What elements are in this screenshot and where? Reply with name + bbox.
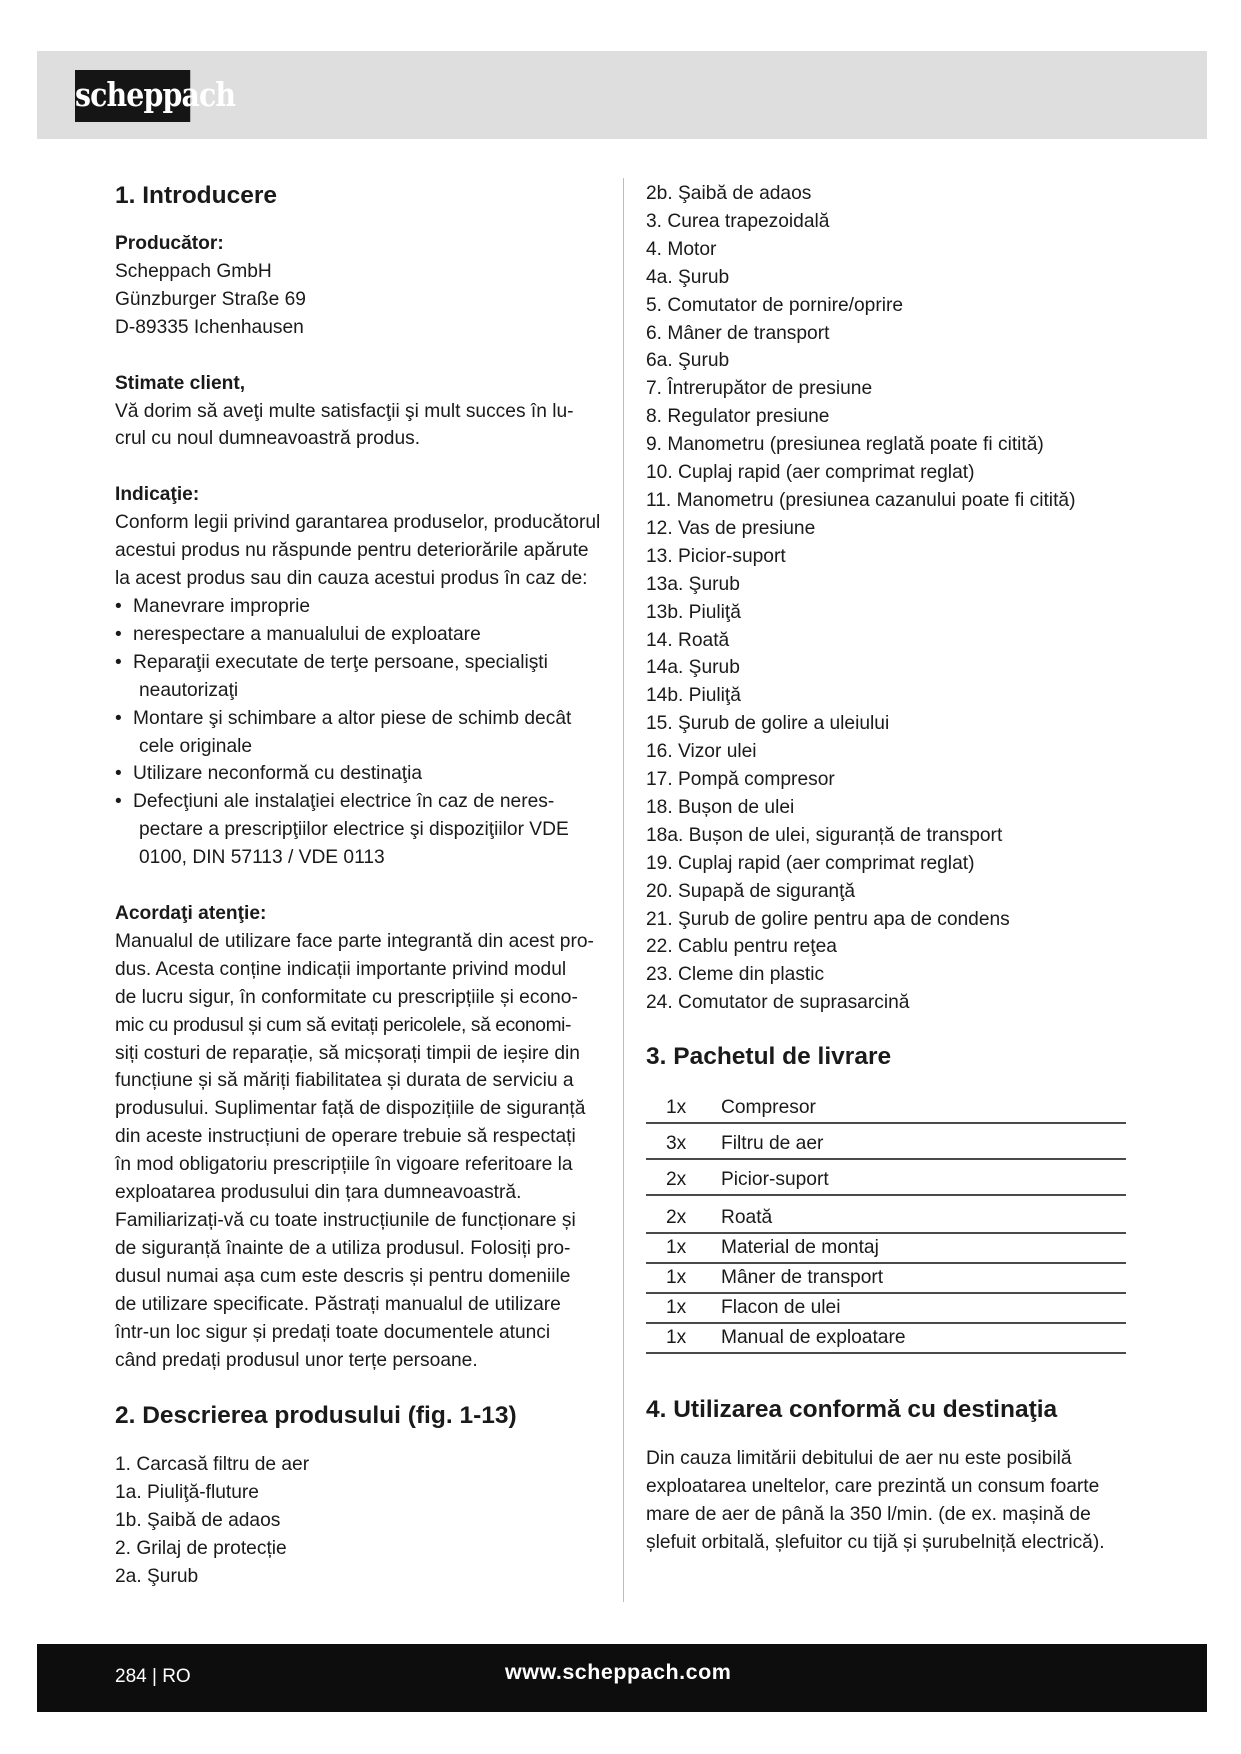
bullet-text: • Utilizare neconformă cu destinaţia (133, 763, 423, 785)
header-band (37, 51, 1207, 139)
body-line: din aceste instrucțiuni de operare trebuie să respectați (115, 1126, 576, 1148)
table-row (646, 1323, 1126, 1353)
delivery-item: Filtru de aer (721, 1123, 1126, 1159)
body-line: dusul numai așa cum este descris și pentru domeniile (115, 1265, 571, 1287)
website-link[interactable]: www.scheppach.com (505, 1660, 732, 1684)
part-item: 13. Picior-suport (646, 545, 786, 567)
column-divider (623, 178, 624, 1602)
part-item: 1b. Şaibă de adaos (115, 1510, 281, 1532)
list-item (115, 593, 605, 621)
body-line: când predați produsul unor terțe persoane. (115, 1349, 478, 1371)
delivery-item: Manual de exploatare (721, 1323, 1126, 1353)
body-line: de lucru sigur, în conformitate cu prescripțiile și econo- (115, 986, 578, 1008)
body-line: siți costuri de reparație, să micșorați timpii de ieșire din (115, 1042, 580, 1064)
part-item: 2b. Şaibă de adaos (646, 183, 812, 204)
delivery-item: Roată (721, 1195, 1126, 1233)
delivery-qty: 1x (646, 1293, 721, 1323)
part-item: 12. Vas de presiune (646, 517, 816, 539)
bullet-text: • nerespectare a manualului de exploatare (133, 623, 481, 645)
part-item: 19. Cuplaj rapid (aer comprimat reglat) (646, 852, 975, 874)
part-item: 10. Cuplaj rapid (aer comprimat reglat) (646, 462, 975, 484)
left-column (115, 180, 605, 1591)
body-line: exploatarea produsului din țara dumneavoastră. (115, 1182, 522, 1204)
part-item: 14a. Şurub (646, 657, 740, 679)
bullet-text: • Reparaţii executate de terţe persoane, specialişti (133, 651, 548, 673)
body-line: acestui produs nu răspunde pentru deteriorările apărute (115, 540, 589, 562)
part-item: 4. Motor (646, 238, 717, 260)
delivery-item: Material de montaj (721, 1233, 1126, 1263)
body-line: exploatarea uneltelor, care prezintă un consum foarte (646, 1475, 1100, 1497)
delivery-qty: 1x (646, 1233, 721, 1263)
section-title-intended-use: 4. Utilizarea conformă cu destinaţia (646, 1396, 1058, 1423)
part-item: 11. Manometru (presiunea cazanului poate fi citită) (646, 489, 1076, 511)
part-item: 1a. Piuliţă-fluture (115, 1482, 259, 1504)
list-item (115, 621, 605, 649)
bullet-text: • Manevrare improprie (133, 595, 311, 617)
manufacturer-line: Scheppach GmbH (115, 260, 272, 282)
parts-list (646, 180, 1126, 1017)
part-item: 9. Manometru (presiunea reglată poate fi citită) (646, 434, 1044, 456)
part-item: 18a. Bușon de ulei, siguranță de transport (646, 824, 1003, 846)
manufacturer-line: D-89335 Ichenhausen (115, 316, 304, 338)
page-number-value: 284 (115, 1666, 147, 1687)
body-line: de siguranță înainte de a utiliza produsul. Folosiți pro- (115, 1237, 571, 1259)
bullet-text: pectare a prescripţiilor electrice şi dispoziţiilor VDE (139, 819, 569, 841)
page-number (115, 1666, 191, 1688)
part-item: 16. Vizor ulei (646, 741, 757, 763)
part-item: 2a. Şurub (115, 1566, 199, 1588)
note-label: Indicaţie: (115, 484, 200, 506)
body-line: mic cu produsul și cum să evitați pericolele, să economi- (115, 1014, 572, 1036)
delivery-item: Picior-suport (721, 1159, 1126, 1195)
delivery-qty: 2x (646, 1159, 721, 1195)
body-line: Din cauza limitării debitului de aer nu este posibilă (646, 1448, 1072, 1469)
bullet-text: neautorizaţi (139, 679, 239, 701)
bullet-text: cele originale (139, 735, 253, 757)
part-item: 14b. Piuliţă (646, 685, 741, 707)
table-row (646, 1293, 1126, 1323)
table-row (646, 1089, 1126, 1123)
part-item: 24. Comutator de suprasarcină (646, 992, 910, 1014)
brand-logo: scheppach (75, 70, 190, 122)
part-item: 17. Pompă compresor (646, 769, 835, 791)
section-title-product-description: 2. Descrierea produsului (fig. 1-13) (115, 1402, 517, 1430)
delivery-qty: 1x (646, 1089, 721, 1123)
body-line: Manualul de utilizare face parte integrantă din acest pro- (115, 930, 594, 952)
attention-paragraph (115, 928, 605, 1375)
dear-customer-label: Stimate client, (115, 372, 246, 394)
delivery-qty: 1x (646, 1323, 721, 1353)
part-item: 7. Întrerupător de presiune (646, 378, 873, 400)
manufacturer-label: Producător: (115, 233, 224, 254)
part-item: 22. Cablu pentru reţea (646, 936, 837, 958)
delivery-qty: 1x (646, 1263, 721, 1293)
delivery-qty: 3x (646, 1123, 721, 1159)
part-item: 13a. Şurub (646, 573, 740, 595)
table-row (646, 1263, 1126, 1293)
part-item: 3. Curea trapezoidală (646, 210, 830, 232)
part-item: 2. Grilaj de protecție (115, 1538, 287, 1560)
body-line: șlefuit orbitală, șlefuitor cu tijă și șurubelniță electrică). (646, 1531, 1105, 1553)
delivery-item: Compresor (721, 1089, 1126, 1123)
table-row (646, 1159, 1126, 1195)
section-title-introduction: 1. Introducere (115, 182, 278, 209)
delivery-item: Mâner de transport (721, 1263, 1126, 1293)
language-code: RO (162, 1666, 191, 1687)
delivery-item: Flacon de ulei (721, 1293, 1126, 1323)
body-line: de utilizare specificate. Păstrați manualul de utilizare (115, 1293, 561, 1315)
part-item: 18. Bușon de ulei (646, 796, 795, 818)
attention-label: Acordaţi atenţie: (115, 903, 267, 925)
bullet-text: • Montare şi schimbare a altor piese de schimb decât (133, 707, 572, 729)
part-item: 8. Regulator presiune (646, 406, 830, 428)
part-item: 20. Supapă de siguranţă (646, 880, 856, 902)
body-line: mare de aer de până la 350 l/min. (de ex. mașină de (646, 1503, 1091, 1525)
table-row (646, 1195, 1126, 1233)
part-item: 1. Carcasă filtru de aer (115, 1454, 310, 1476)
table-row (646, 1123, 1126, 1159)
bullet-text: • Defecţiuni ale instalaţiei electrice în caz de neres- (133, 791, 555, 813)
part-item: 6a. Şurub (646, 350, 730, 372)
body-line: în mod obligatoriu prescripțiile în vigoare referitoare la (115, 1154, 573, 1176)
part-item: 4a. Şurub (646, 266, 730, 288)
list-item (115, 788, 605, 872)
body-line: funcțiune și să măriți fiabilitatea și durata de serviciu a (115, 1070, 574, 1092)
body-line: Conform legii privind garantarea produselor, producătorul (115, 512, 601, 534)
body-line: la acest produs sau din cauza acestui produs în caz de: (115, 568, 588, 590)
list-item (115, 760, 605, 788)
part-item: 14. Roată (646, 629, 730, 651)
section-title-delivery: 3. Pachetul de livrare (646, 1043, 892, 1071)
body-line: dus. Acesta conține indicații importante privind modul (115, 958, 567, 980)
bullet-text: 0100, DIN 57113 / VDE 0113 (139, 847, 385, 869)
page-separator: | (151, 1666, 157, 1687)
part-item: 13b. Piuliţă (646, 601, 741, 623)
body-line: crul cu noul dumneavoastră produs. (115, 428, 421, 450)
body-line: Vă dorim să aveţi multe satisfacţii şi mult succes în lu- (115, 400, 574, 422)
part-item: 21. Şurub de golire pentru apa de condens (646, 908, 1010, 930)
part-item: 6. Mâner de transport (646, 322, 830, 344)
manufacturer-line: Günzburger Straße 69 (115, 288, 306, 310)
part-item: 23. Cleme din plastic (646, 964, 825, 986)
right-column (646, 180, 1126, 1557)
footer-band (37, 1644, 1207, 1712)
list-item (115, 705, 605, 761)
delivery-table (646, 1089, 1126, 1354)
delivery-qty: 2x (646, 1195, 721, 1233)
body-line: Familiarizați-vă cu toate instrucțiunile de funcționare și (115, 1210, 576, 1231)
table-row (646, 1233, 1126, 1263)
body-line: într-un loc sigur și predați toate documentele atunci (115, 1321, 551, 1343)
part-item: 5. Comutator de pornire/oprire (646, 294, 904, 316)
part-item: 15. Şurub de golire a uleiului (646, 713, 890, 735)
list-item (115, 649, 605, 705)
body-line: produsului. Suplimentar față de dispozițiile de siguranță (115, 1098, 586, 1120)
